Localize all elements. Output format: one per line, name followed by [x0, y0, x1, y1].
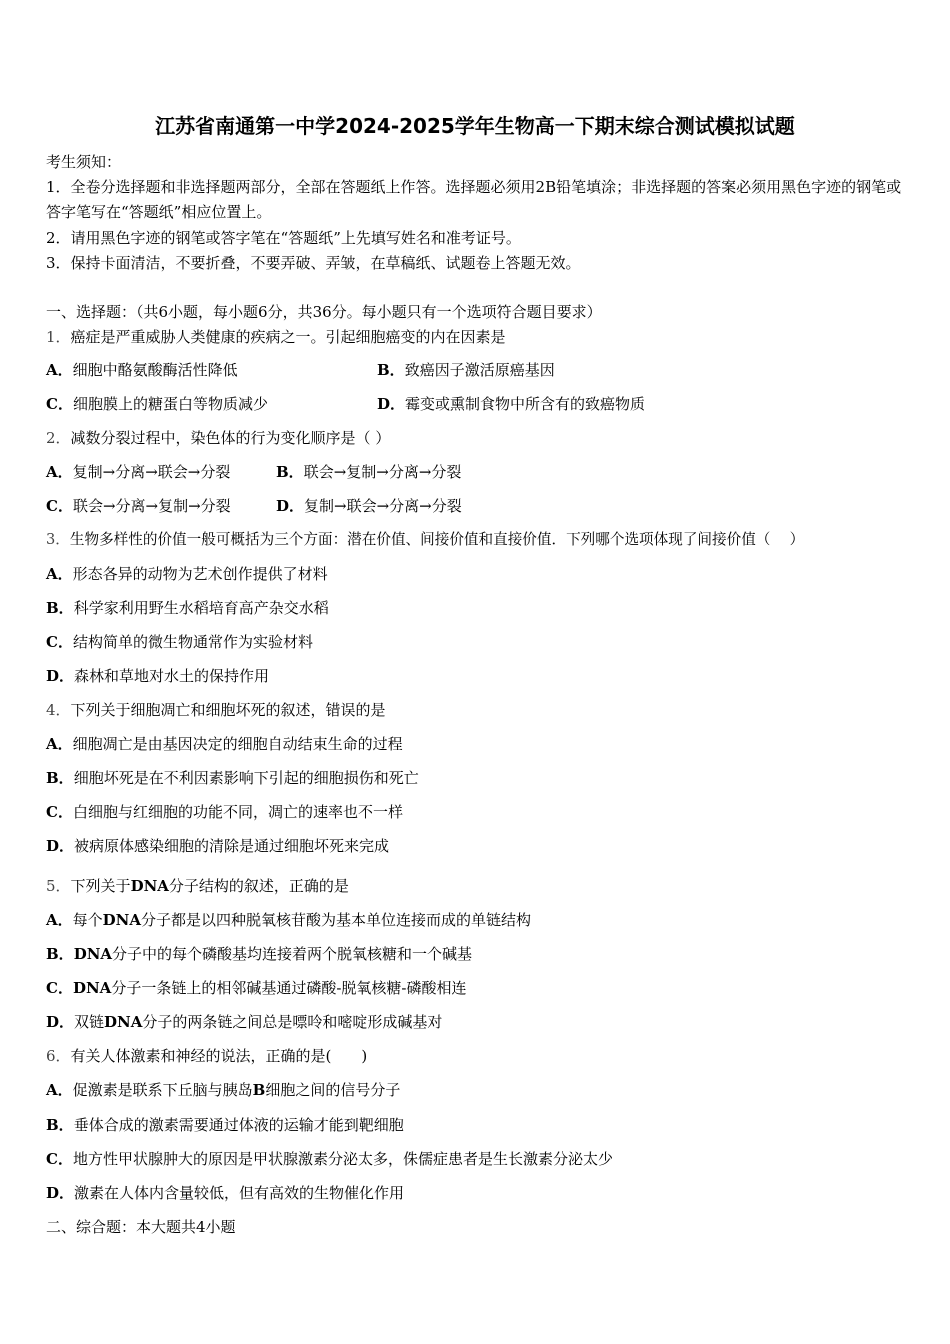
- option-text-start: 每个: [72, 911, 103, 929]
- option-text: 复制→联会→分离→分裂: [304, 497, 462, 515]
- option-label: C．: [46, 1150, 73, 1168]
- dna-term: DNA: [73, 945, 113, 963]
- option-text: 细胞坏死是在不利因素影响下引起的细胞损伤和死亡: [73, 769, 419, 787]
- option-label: D．: [46, 1184, 75, 1202]
- option-text: 白细胞与红细胞的功能不同，凋亡的速率也不一样: [72, 803, 403, 821]
- option-label: A．: [46, 1081, 73, 1099]
- option-label: C．: [46, 979, 73, 997]
- notice-item-1: 1．全卷分选择题和非选择题两部分，全部在答题纸上作答。选择题必须用2B铅笔填涂；非选择题的答案必须用黑色字迹的钢笔或答字笔写在“答题纸”相应位置上。: [46, 178, 902, 221]
- q5-option-d: [46, 1012, 442, 1032]
- q6-option-d: [46, 1183, 404, 1203]
- option-text-end: 分子一条链上的相邻碱基通过磷酸-脱氧核糖-磷酸相连: [111, 979, 467, 997]
- option-label: A．: [46, 565, 73, 583]
- option-label: B．: [46, 1116, 74, 1134]
- q2-option-b: [276, 462, 461, 482]
- question-stem: 减数分裂过程中，染色体的行为变化顺序是（ ）: [70, 429, 391, 447]
- option-label: D．: [46, 667, 75, 685]
- q1-option-b: [377, 360, 555, 380]
- option-text: 结构简单的微生物通常作为实验材料: [72, 633, 313, 651]
- section-1-heading: 一、选择题：（共6小题，每小题6分，共36分。每小题只有一个选项符合题目要求）: [46, 303, 602, 321]
- q4-option-a: [46, 734, 403, 754]
- q5-option-c: [46, 978, 466, 998]
- option-label: D．: [276, 497, 305, 515]
- option-text-end: 分子中的每个磷酸基均连接着两个脱氧核糖和一个碱基: [112, 945, 473, 963]
- dna-term: DNA: [104, 1013, 143, 1031]
- question-number: 1．: [46, 328, 71, 346]
- question-stem: 下列关于细胞凋亡和细胞坏死的叙述，错误的是: [70, 701, 386, 719]
- q6-option-b: [46, 1115, 404, 1135]
- question-3: [46, 530, 804, 550]
- option-text-start: 双链: [74, 1013, 105, 1031]
- q5-option-a: [46, 910, 531, 930]
- question-4: [46, 700, 386, 720]
- option-text-end: 分子都是以四种脱氧核苷酸为基本单位连接而成的单链结构: [141, 911, 532, 929]
- dna-term: DNA: [102, 911, 142, 929]
- question-1: [46, 327, 506, 347]
- dna-term: DNA: [72, 979, 112, 997]
- question-number: 2．: [46, 429, 71, 447]
- option-text: 被病原体感染细胞的清除是通过细胞坏死来完成: [74, 837, 390, 855]
- question-2: [46, 428, 390, 448]
- option-label: B．: [46, 769, 74, 787]
- option-text: 激素在人体内含量较低，但有高效的生物催化作用: [74, 1184, 405, 1202]
- dna-term: DNA: [130, 877, 169, 895]
- b-cell-term: B: [252, 1081, 266, 1099]
- q2-option-a: [46, 462, 230, 482]
- q2-option-c: [46, 496, 231, 516]
- option-label: B．: [377, 361, 405, 379]
- option-text: 致癌因子激活原癌基因: [404, 361, 555, 379]
- q6-option-a: [46, 1080, 400, 1100]
- q4-option-d: [46, 836, 389, 856]
- q3-option-a: [46, 564, 328, 584]
- option-label: A．: [46, 361, 73, 379]
- page-title: 江苏省南通第一中学2024-2025学年生物高一下期末综合测试模拟试题: [155, 114, 795, 138]
- option-text: 复制→分离→联会→分裂: [72, 463, 231, 481]
- option-label: D．: [377, 395, 406, 413]
- notice-heading: 考生须知：: [46, 153, 122, 171]
- q3-option-c: [46, 632, 313, 652]
- option-text: 地方性甲状腺肿大的原因是甲状腺激素分泌太多，侏儒症患者是生长激素分泌太少: [72, 1150, 613, 1168]
- q4-option-c: [46, 802, 403, 822]
- option-label: C．: [46, 395, 73, 413]
- question-number: 6．: [46, 1047, 71, 1065]
- option-text: 垂体合成的激素需要通过体液的运输才能到靶细胞: [73, 1116, 404, 1134]
- option-label: A．: [46, 463, 73, 481]
- question-stem: 生物多样性的价值一般可概括为三个方面：潜在价值、间接价值和直接价值．下列哪个选项体现了间接价值（ ）: [69, 531, 805, 548]
- q1-option-c: [46, 394, 268, 414]
- option-text: 形态各异的动物为艺术创作提供了材料: [72, 565, 328, 583]
- q1-option-a: [46, 360, 238, 380]
- question-stem-start: 下列关于: [70, 877, 131, 895]
- notice-item-2: 2．请用黑色字迹的钢笔或答字笔在“答题纸”上先填写姓名和准考证号。: [46, 229, 521, 247]
- option-text: 霉变或熏制食物中所含有的致癌物质: [405, 395, 646, 413]
- section-2-heading: 二、综合题：本大题共4小题: [46, 1218, 236, 1236]
- question-6: [46, 1046, 367, 1066]
- option-text: 细胞中酪氨酸酶活性降低: [72, 361, 238, 379]
- notice-item-3: 3．保持卡面清洁，不要折叠，不要弄破、弄皱，在草稿纸、试题卷上答题无效。: [46, 254, 581, 272]
- option-text-end: 细胞之间的信号分子: [265, 1081, 401, 1099]
- option-text: 科学家利用野生水稻培育高产杂交水稻: [73, 599, 329, 617]
- option-label: A．: [46, 911, 73, 929]
- option-text-end: 分子的两条链之间总是嘌呤和嘧啶形成碱基对: [142, 1013, 443, 1031]
- option-label: D．: [46, 1013, 75, 1031]
- q6-option-c: [46, 1149, 613, 1169]
- q4-option-b: [46, 768, 419, 788]
- option-text: 森林和草地对水土的保持作用: [74, 667, 270, 685]
- question-stem: 癌症是严重威胁人类健康的疾病之一。引起细胞癌变的内在因素是: [70, 328, 506, 346]
- option-label: A．: [46, 735, 73, 753]
- question-number: 3．: [46, 531, 70, 548]
- option-label: B．: [276, 463, 304, 481]
- q5-option-b: [46, 944, 472, 964]
- q2-option-d: [276, 496, 462, 516]
- q3-option-b: [46, 598, 329, 618]
- option-label: C．: [46, 497, 73, 515]
- question-stem-end: 分子结构的叙述，正确的是: [168, 877, 349, 895]
- option-text-start: 促激素是联系下丘脑与胰岛: [72, 1081, 253, 1099]
- option-label: B．: [46, 599, 74, 617]
- q1-option-d: [377, 394, 645, 414]
- question-number: 5．: [46, 877, 71, 895]
- option-label: C．: [46, 803, 73, 821]
- option-text: 联会→分离→复制→分裂: [72, 497, 231, 515]
- option-label: B．: [46, 945, 74, 963]
- option-text: 细胞膜上的糖蛋白等物质减少: [72, 395, 268, 413]
- option-text: 细胞凋亡是由基因决定的细胞自动结束生命的过程: [72, 735, 403, 753]
- q3-option-d: [46, 666, 269, 686]
- option-label: C．: [46, 633, 73, 651]
- question-5: [46, 876, 349, 896]
- question-stem: 有关人体激素和神经的说法，正确的是( ): [70, 1047, 368, 1065]
- question-number: 4．: [46, 701, 71, 719]
- option-text: 联会→复制→分离→分裂: [303, 463, 462, 481]
- option-label: D．: [46, 837, 75, 855]
